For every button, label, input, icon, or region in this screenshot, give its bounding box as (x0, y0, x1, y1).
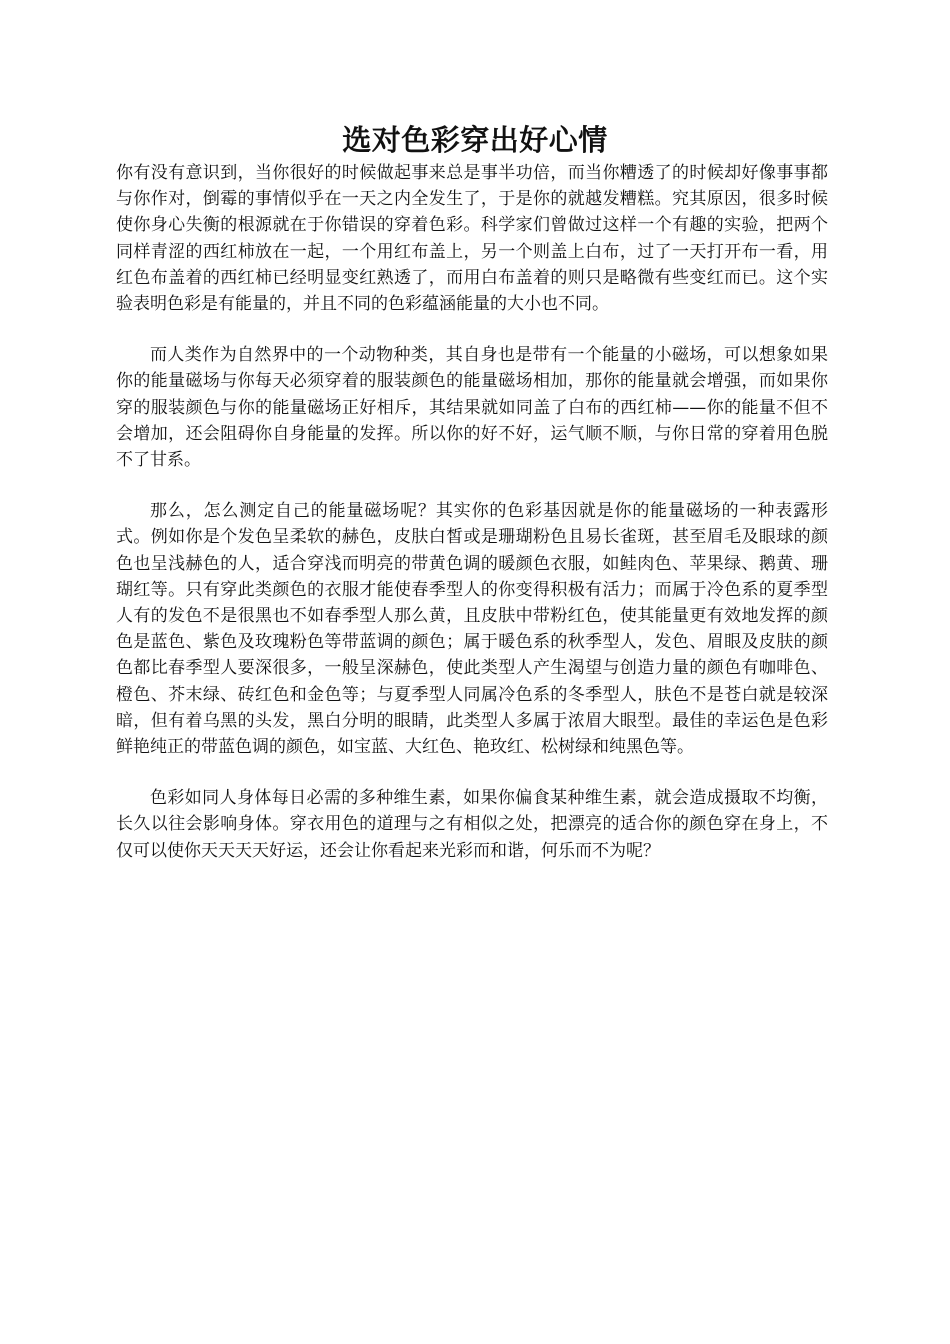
paragraph-2: 而人类作为自然界中的一个动物种类，其自身也是带有一个能量的小磁场，可以想象如果你的能量磁场与你每天必须穿着的服装颜色的能量磁场相加，那你的能量就会增强，而如果你穿的服装颜色与你的能量磁场正好相斥，其结果就如同盖了白布的西红柿——你的能量不但不会增加，还会阻碍你自身能量的发挥。所以你的好不好，运气顺不顺，与你日常的穿着用色脱不了甘系。 (116, 345, 828, 471)
document-title: 选对色彩穿出好心情 (342, 123, 608, 157)
paragraph-4: 色彩如同人身体每日必需的多种维生素，如果你偏食某种维生素，就会造成摄取不均衡，长久以往会影响身体。穿衣用色的道理与之有相似之处，把漂亮的适合你的颜色穿在身上，不仅可以使你天天天天好运，还会让你看起来光彩而和谐，何乐而不为呢？ (116, 788, 828, 861)
paragraph-3: 那么，怎么测定自己的能量磁场呢？其实你的色彩基因就是你的能量磁场的一种表露形式。例如你是个发色呈柔软的赫色，皮肤白皙或是珊瑚粉色且易长雀斑，甚至眉毛及眼球的颜色也呈浅赫色的人，适合穿浅而明亮的带黄色调的暖颜色衣服，如鲑肉色、苹果绿、鹅黄、珊瑚红等。只有穿此类颜色的衣服才能使春季型人的你变得积极有活力；而属于冷色系的夏季型人有的发色不是很黑也不如春季型人那么黄，且皮肤中带粉红色，使其能量更有效地发挥的颜色是蓝色、紫色及玫瑰粉色等带蓝调的颜色；属于暖色系的秋季型人，发色、眉眼及皮肤的颜色都比春季型人要深很多，一般呈深赫色，使此类型人产生渴望与创造力量的颜色有咖啡色、橙色、芥末绿、砖红色和金色等；与夏季型人同属冷色系的冬季型人，肤色不是苍白就是较深暗，但有着乌黑的头发，黑白分明的眼睛，此类型人多属于浓眉大眼型。最佳的幸运色是色彩鲜艳纯正的带蓝色调的颜色，如宝蓝、大红色、艳玫红、松树绿和纯黑色等。 (116, 501, 828, 758)
paragraph-1: 你有没有意识到，当你很好的时候做起事来总是事半功倍，而当你糟透了的时候却好像事事都与你作对，倒霉的事情似乎在一天之内全发生了，于是你的就越发糟糕。究其原因，很多时候使你身心失衡的根源就在于你错误的穿着色彩。科学家们曾做过这样一个有趣的实验，把两个同样青涩的西红柿放在一起，一个用红布盖上，另一个则盖上白布，过了一天打开布一看，用红色布盖着的西红柿已经明显变红熟透了，而用白布盖着的则只是略微有些变红而已。这个实验表明色彩是有能量的，并且不同的色彩蕴涵能量的大小也不同。 (116, 163, 828, 315)
document-body (116, 160, 828, 889)
